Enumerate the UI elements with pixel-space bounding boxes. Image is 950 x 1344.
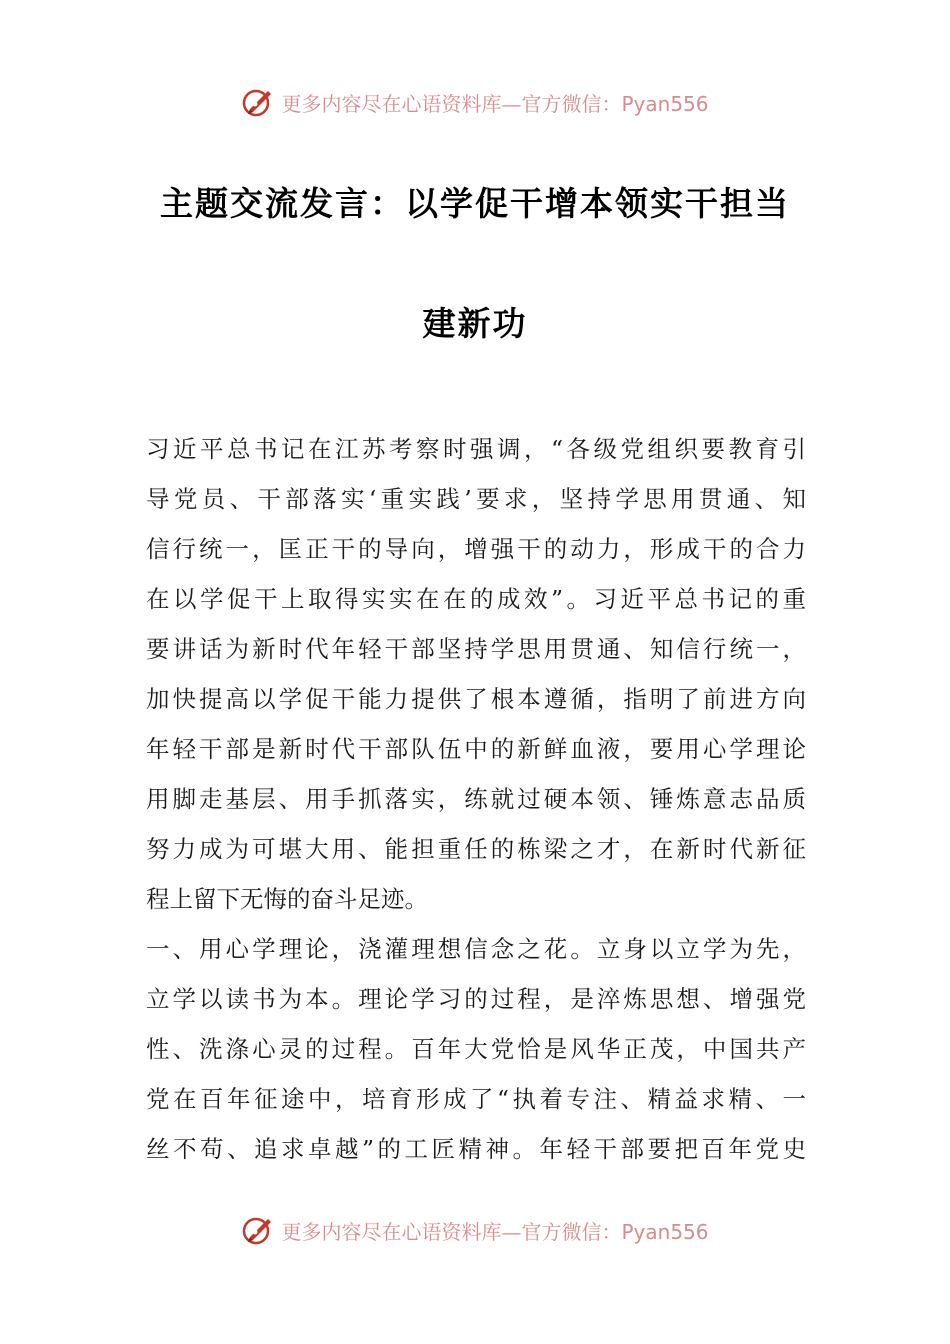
- document-title-line-2: 建新功: [422, 304, 528, 343]
- body-line: 性、洗涤心灵的过程。百年大党恰是风华正茂，中国共产: [146, 1035, 806, 1063]
- body-line: 信行统一，匡正干的导向，增强干的动力，形成干的合力: [146, 535, 806, 563]
- body-line: 习近平总书记在江苏考察时强调，“各级党组织要教育引: [146, 435, 806, 463]
- watermark-text: 更多内容尽在心语资料库—官方微信：: [281, 91, 622, 116]
- body-line: 立学以读书为本。理论学习的过程，是淬炼思想、增强党: [146, 985, 806, 1013]
- watermark-wechat-id: Pyan556: [621, 91, 709, 116]
- body-line: 丝不苟、追求卓越”的工匠精神。年轻干部要把百年党史: [146, 1135, 806, 1163]
- body-line: 加快提高以学促干能力提供了根本遵循，指明了前进方向: [146, 685, 806, 713]
- body-line: 党在百年征途中，培育形成了“执着专注、精益求精、一: [146, 1085, 806, 1113]
- pen-logo-icon: [241, 85, 275, 119]
- watermark-wechat-id: Pyan556: [621, 1219, 709, 1244]
- footer-watermark: [0, 1210, 950, 1250]
- header-watermark: [0, 82, 950, 122]
- body-line: 努力成为可堪大用、能担重任的栋梁之才，在新时代新征: [146, 835, 806, 863]
- body-line: 用脚走基层、用手抓落实，练就过硬本领、锤炼意志品质: [146, 785, 806, 813]
- body-line: 程上留下无悔的奋斗足迹。: [146, 885, 428, 913]
- body-line: 年轻干部是新时代干部队伍中的新鲜血液，要用心学理论: [146, 735, 806, 763]
- body-line: 要讲话为新时代年轻干部坚持学思用贯通、知信行统一，: [146, 635, 806, 663]
- body-line: 在以学促干上取得实实在在的成效”。习近平总书记的重: [146, 585, 806, 613]
- body-line: 一、用心学理论，浇灌理想信念之花。立身以立学为先，: [146, 935, 806, 963]
- pen-logo-icon: [241, 1213, 275, 1247]
- document-title-line-1: 主题交流发言：以学促干增本领实干担当: [160, 184, 790, 223]
- body-line: 导党员、干部落实‘重实践’要求，坚持学思用贯通、知: [146, 485, 806, 513]
- document-body: [146, 428, 806, 1178]
- watermark-text: 更多内容尽在心语资料库—官方微信：: [281, 1219, 622, 1244]
